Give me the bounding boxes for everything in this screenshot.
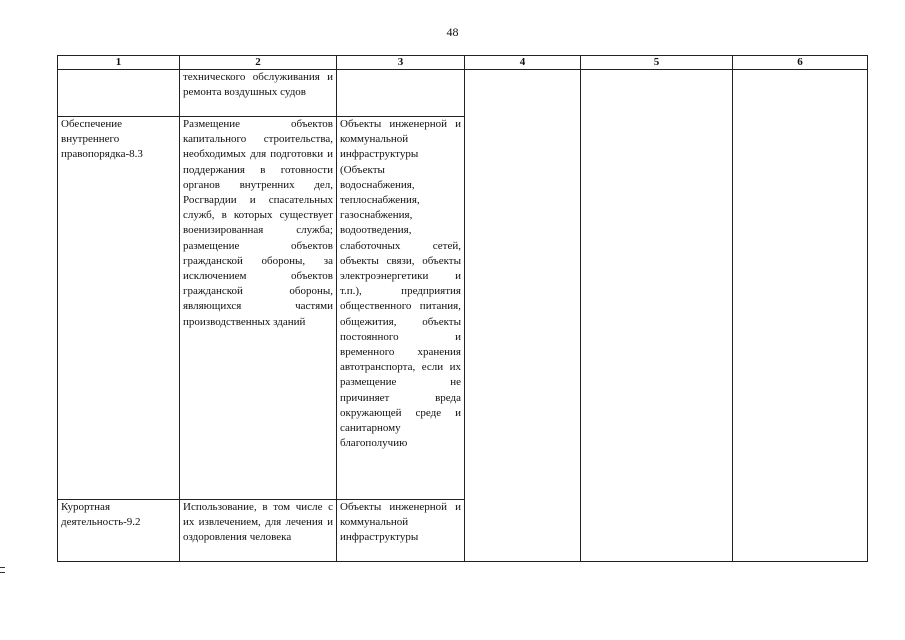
header-col-1: 1 — [58, 56, 180, 70]
page-number: 48 — [446, 25, 459, 39]
cell-use-description: Использование, в том числе с их извлечением, для лечения и оздоровления человека — [180, 500, 337, 562]
header-col-5: 5 — [581, 56, 733, 70]
cell-permitted-use — [58, 70, 180, 117]
cell-auxiliary-use — [337, 70, 465, 117]
cell-col-5 — [581, 70, 733, 562]
cell-auxiliary-use: Объекты инженерной и коммунальной инфраструктуры (Объекты водоснабжения, теплоснабжения, газоснабжения, водоотведения, слаботочных сетей, объекты связи, объекты электроэнергетики и т.п.), предприятия общественного питания, общежития, объекты постоянного и временного хранения автотранспорта, если их размещение не причиняет вреда окружающей среде и санитарному благополучию — [337, 117, 465, 500]
cell-auxiliary-use: Объекты инженерной и коммунальной инфраструктуры — [337, 500, 465, 562]
header-col-2: 2 — [180, 56, 337, 70]
scan-margin-mark — [0, 567, 5, 573]
cell-col-4 — [465, 70, 581, 562]
cell-use-description: Размещение объектов капитального строительства, необходимых для подготовки и поддержания в готовности органов внутренних дел, Росгвардии и спасательных служб, в которых существует военизированная служба; размещение объектов гражданской обороны, за исключением объектов гражданской обороны, являющихся частями производственных зданий — [180, 117, 337, 500]
header-col-3: 3 — [337, 56, 465, 70]
table-header-row — [58, 56, 868, 70]
table-row — [58, 70, 868, 117]
zoning-table — [57, 55, 868, 562]
cell-permitted-use: Курортная деятельность-9.2 — [58, 500, 180, 562]
header-col-6: 6 — [733, 56, 868, 70]
cell-use-description: технического обслуживания и ремонта воздушных судов — [180, 70, 337, 117]
cell-permitted-use: Обеспечение внутреннего правопорядка-8.3 — [58, 117, 180, 500]
header-col-4: 4 — [465, 56, 581, 70]
cell-col-6 — [733, 70, 868, 562]
